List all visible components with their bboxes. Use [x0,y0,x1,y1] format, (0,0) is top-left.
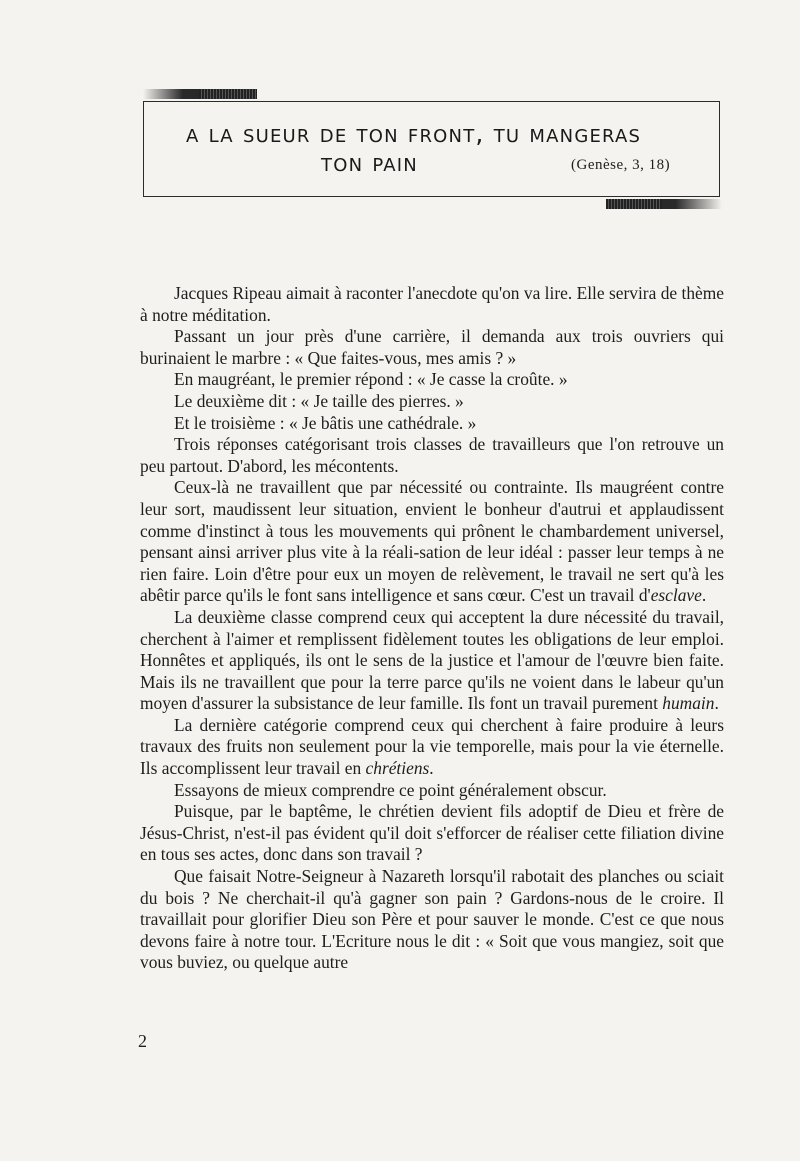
body-text [140,283,724,974]
title-line-1: a la sueur de ton front, tu mangeras [186,119,642,148]
emphasis-esclave: esclave [650,585,702,606]
paragraph-6: Trois réponses catégorisant trois classes de travailleurs que l'on retrouve un peu partout. D'abord, les mécontents. [140,434,724,476]
paragraph-4: Le deuxième dit : « Je taille des pierres. » [174,390,464,411]
paragraph-1: Jacques Ripeau aimait à raconter l'anecdote qu'on va lire. Elle servira de thème à notre méditation. [140,283,724,325]
bible-reference: (Genèse, 3, 18) [571,157,671,173]
paragraph-10: Essayons de mieux comprendre ce point généralement obscur. [174,779,607,800]
paragraph-12: Que faisait Notre-Seigneur à Nazareth lorsqu'il rabotait des planches ou sciait du bois ? Ne cherchait-il qu'à gagner son pain ? Gardons-nous de le croire. Il travaillait pour glorifier Dieu son Père et pour sauver le monde. C'est ce que nous devons faire à notre tour. L'Ecriture nous le dit : « Soit que vous mangiez, soit que vous buviez, ou quelque autre [140,866,724,973]
paragraph-8-end: . [714,693,719,714]
title-line-2: ton pain [321,148,418,177]
emphasis-chretiens: chrétiens [365,758,430,779]
paragraph-9-end: . [429,758,434,779]
paragraph-3: En maugréant, le premier répond : « Je casse la croûte. » [174,369,568,390]
page-number: 2 [138,1031,147,1051]
paragraph-9 [140,715,724,780]
paragraph-2: Passant un jour près d'une carrière, il demanda aux trois ouvriers qui burinaient le marbre : « Que faites-vous, mes amis ? » [140,326,724,368]
title-box [143,101,720,197]
paragraph-9-text: La dernière catégorie comprend ceux qui cherchent à faire produire à leurs travaux des fruits non seulement pour la vie temporelle, mais pour la vie éternelle. Ils accomplissent leur travail en [140,714,724,779]
paragraph-8 [140,607,724,715]
paragraph-11: Puisque, par le baptême, le chrétien devient fils adoptif de Dieu et frère de Jésus-Christ, n'est-il pas évident qu'il doit s'efforcer de réaliser cette filiation divine en tous ses actes, donc dans son travail ? [140,801,724,865]
title-ornament-top [143,89,257,99]
paragraph-5: Et le troisième : « Je bâtis une cathédrale. » [174,412,477,433]
title-ornament-bottom [606,199,722,209]
paragraph-8-text: La deuxième classe comprend ceux qui acceptent la dure nécessité du travail, cherchent à l'aimer et remplissent fidèlement toutes les obligations de leur emploi. Honnêtes et appliqués, ils ont le sens de la justice et l'amour de l'œuvre bien faite. Mais ils ne travaillent que pour la terre parce qu'ils ne voient dans le labeur qu'un moyen d'assurer la subsistance de leur famille. Ils font un travail purement [140,606,724,714]
paragraph-7 [140,477,724,607]
paragraph-7-text: Ceux-là ne travaillent que par nécessité ou contrainte. Ils maugréent contre leur sort, maudissent leur situation, envient le bonheur d'autrui et applaudissent comme d'instinct à tous les mouvements qui prônent le chambardement universel, pensant ainsi arriver plus vite à la réali-sation de leur idéal : passer leur temps à ne rien faire. Loin d'être pour eux un moyen de relèvement, le travail ne sert qu'à les abêtir parce qu'ils le font sans intelligence et sans cœur. C'est un travail d' [140,477,724,606]
emphasis-humain: humain [662,693,715,714]
paragraph-7-end: . [701,585,707,606]
